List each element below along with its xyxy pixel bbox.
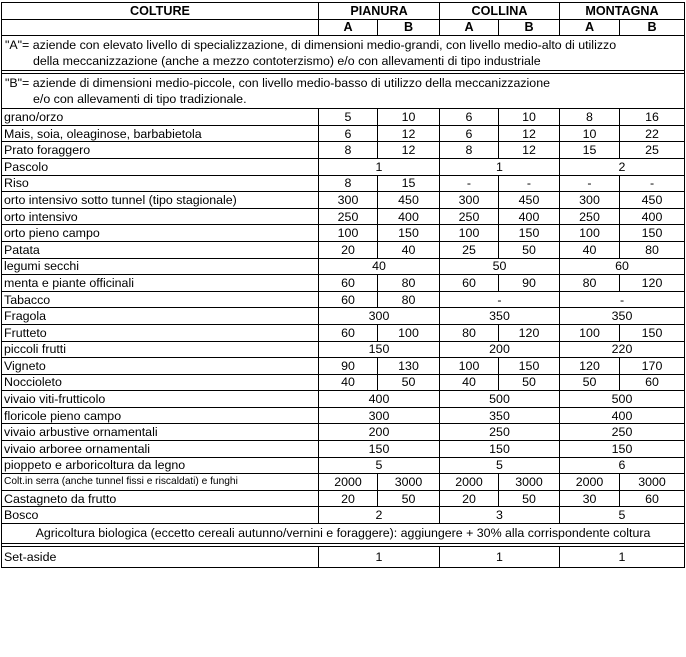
cell-value: -: [499, 175, 560, 192]
cell-value: 100: [440, 358, 499, 375]
row-name: Fragola: [2, 308, 319, 325]
cell-value: 50: [499, 374, 560, 391]
table-row: [2, 291, 685, 308]
cell-value: 25: [620, 142, 685, 159]
cell-merged: 6: [560, 457, 685, 474]
cell-value: 12: [378, 125, 440, 142]
table-row: [2, 142, 685, 159]
cell-merged: 40: [319, 258, 440, 275]
row-name: menta e piante officinali: [2, 275, 319, 292]
cell-value: 450: [499, 192, 560, 209]
cell-value: 150: [499, 225, 560, 242]
cell-merged: 300: [319, 308, 440, 325]
header-collina: COLLINA: [440, 3, 560, 20]
cell-value: 150: [499, 358, 560, 375]
cell-value: 12: [499, 125, 560, 142]
row-name: Bosco: [2, 507, 319, 524]
table-row: [2, 258, 685, 275]
cell-merged: 1: [560, 547, 685, 568]
note-a: [2, 36, 685, 71]
row-name: floricole pieno campo: [2, 407, 319, 424]
cell-value: 250: [560, 208, 620, 225]
set-aside-row: [2, 547, 685, 568]
cell-value: 6: [440, 125, 499, 142]
cell-value: 50: [499, 490, 560, 507]
row-name: orto pieno campo: [2, 225, 319, 242]
cell-merged: 1: [319, 547, 440, 568]
row-name: Vigneto: [2, 358, 319, 375]
cell-value: 400: [499, 208, 560, 225]
row-name: Riso: [2, 175, 319, 192]
cell-merged: 50: [440, 258, 560, 275]
cell-value: 300: [560, 192, 620, 209]
row-name: vivaio viti-frutticolo: [2, 391, 319, 408]
cell-value: 250: [440, 208, 499, 225]
cell-value: 12: [499, 142, 560, 159]
cell-merged: 5: [319, 457, 440, 474]
table-row: [2, 490, 685, 507]
cell-value: 20: [319, 490, 378, 507]
cell-merged: 5: [560, 507, 685, 524]
table-row: [2, 308, 685, 325]
cell-merged: 250: [440, 424, 560, 441]
cell-merged: 250: [560, 424, 685, 441]
cell-value: 40: [319, 374, 378, 391]
cell-value: 60: [319, 275, 378, 292]
cell-value: 80: [440, 324, 499, 341]
row-name: piccoli frutti: [2, 341, 319, 358]
cell-merged: 220: [560, 341, 685, 358]
row-name: Prato foraggero: [2, 142, 319, 159]
table-row: [2, 507, 685, 524]
subheader-a: A: [440, 19, 499, 36]
cell-value: 60: [319, 291, 378, 308]
cell-merged: 1: [319, 158, 440, 175]
cell-value: 90: [499, 275, 560, 292]
cell-merged: 150: [319, 441, 440, 458]
table-row: [2, 391, 685, 408]
cell-value: 8: [319, 175, 378, 192]
cell-value: -: [440, 175, 499, 192]
table-row: [2, 374, 685, 391]
cell-value: 50: [378, 374, 440, 391]
cell-merged: 1: [440, 158, 560, 175]
cell-merged: 60: [560, 258, 685, 275]
cell-merged: 1: [440, 547, 560, 568]
cell-value: 10: [560, 125, 620, 142]
cell-value: 40: [378, 241, 440, 258]
cell-value: 8: [560, 109, 620, 126]
header-colture: COLTURE: [2, 3, 319, 20]
table-row: [2, 441, 685, 458]
cell-value: 60: [319, 324, 378, 341]
cell-merged: 500: [440, 391, 560, 408]
subheader-b: B: [499, 19, 560, 36]
cell-value: 16: [620, 109, 685, 126]
cell-value: 8: [440, 142, 499, 159]
cell-value: 450: [620, 192, 685, 209]
colture-table: [1, 2, 685, 568]
note-b-line2: e/o con allevamenti di tipo tradizionale.: [33, 92, 247, 107]
cell-value: 450: [378, 192, 440, 209]
header-pianura: PIANURA: [319, 3, 440, 20]
cell-merged: 150: [319, 341, 440, 358]
subheader-row: [2, 19, 685, 36]
cell-merged: 500: [560, 391, 685, 408]
cell-value: 100: [319, 225, 378, 242]
row-name: legumi secchi: [2, 258, 319, 275]
cell-value: 90: [319, 358, 378, 375]
row-name: vivaio arbustive ornamentali: [2, 424, 319, 441]
note-a-row: [2, 36, 685, 71]
cell-merged: 150: [560, 441, 685, 458]
cell-merged: 2: [319, 507, 440, 524]
subheader-a: A: [560, 19, 620, 36]
cell-value: 25: [440, 241, 499, 258]
cell-merged: 350: [440, 308, 560, 325]
cell-value: 80: [620, 241, 685, 258]
row-name: pioppeto e arboricoltura da legno: [2, 457, 319, 474]
cell-value: 150: [620, 225, 685, 242]
table-row: [2, 158, 685, 175]
cell-merged: 350: [440, 407, 560, 424]
cell-value: 30: [560, 490, 620, 507]
cell-value: 22: [620, 125, 685, 142]
cell-merged: -: [560, 291, 685, 308]
cell-value: 100: [440, 225, 499, 242]
cell-value: 100: [378, 324, 440, 341]
cell-value: 10: [499, 109, 560, 126]
cell-value: 3000: [378, 474, 440, 491]
cell-merged: -: [440, 291, 560, 308]
footer-note: Agricoltura biologica (eccetto cereali autunno/vernini e foraggere): aggiungere + 30% alla corrispondente coltura: [2, 524, 685, 544]
table-row: [2, 109, 685, 126]
cell-value: 15: [560, 142, 620, 159]
row-name: Set-aside: [2, 547, 319, 568]
cell-merged: 2: [560, 158, 685, 175]
cell-value: 6: [319, 125, 378, 142]
cell-merged: 300: [319, 407, 440, 424]
cell-value: -: [620, 175, 685, 192]
cell-value: 2000: [440, 474, 499, 491]
cell-value: 20: [440, 490, 499, 507]
cell-value: 12: [378, 142, 440, 159]
cell-value: 15: [378, 175, 440, 192]
cell-merged: 200: [440, 341, 560, 358]
cell-value: 150: [378, 225, 440, 242]
footer-note-row: [2, 524, 685, 544]
row-name: orto intensivo sotto tunnel (tipo stagionale): [2, 192, 319, 209]
cell-value: 300: [319, 192, 378, 209]
table-row: [2, 241, 685, 258]
row-name: Colt.in serra (anche tunnel fissi e riscaldati) e funghi: [2, 474, 319, 491]
cell-value: 170: [620, 358, 685, 375]
cell-value: 10: [378, 109, 440, 126]
row-name: grano/orzo: [2, 109, 319, 126]
cell-value: 100: [560, 324, 620, 341]
row-name: Mais, soia, oleaginose, barbabietola: [2, 125, 319, 142]
table-row: [2, 324, 685, 341]
cell-value: 5: [319, 109, 378, 126]
cell-value: 80: [378, 275, 440, 292]
table-row: [2, 275, 685, 292]
note-b: [2, 74, 685, 109]
cell-value: 120: [620, 275, 685, 292]
row-name: vivaio arboree ornamentali: [2, 441, 319, 458]
row-name: orto intensivo: [2, 208, 319, 225]
table-row: [2, 225, 685, 242]
cell-value: 150: [620, 324, 685, 341]
note-b-row: [2, 74, 685, 109]
row-name: Noccioleto: [2, 374, 319, 391]
cell-value: 40: [560, 241, 620, 258]
note-b-line1: "B"= aziende di dimensioni medio-piccole, con livello medio-basso di utilizzo della meccanizzazione: [5, 76, 550, 91]
cell-value: 120: [560, 358, 620, 375]
cell-value: 20: [319, 241, 378, 258]
row-name: Castagneto da frutto: [2, 490, 319, 507]
cell-value: 80: [378, 291, 440, 308]
cell-value: 400: [620, 208, 685, 225]
subheader-b: B: [620, 19, 685, 36]
row-name: Pascolo: [2, 158, 319, 175]
cell-merged: 400: [560, 407, 685, 424]
cell-merged: 3: [440, 507, 560, 524]
cell-merged: 400: [319, 391, 440, 408]
cell-value: 80: [560, 275, 620, 292]
subheader-blank: [2, 19, 319, 36]
cell-value: 250: [319, 208, 378, 225]
row-name: Frutteto: [2, 324, 319, 341]
cell-value: 40: [440, 374, 499, 391]
cell-merged: 200: [319, 424, 440, 441]
cell-value: 60: [440, 275, 499, 292]
cell-value: 60: [620, 490, 685, 507]
subheader-b: B: [378, 19, 440, 36]
cell-value: 50: [499, 241, 560, 258]
cell-value: 50: [560, 374, 620, 391]
subheader-a: A: [319, 19, 378, 36]
row-name: Tabacco: [2, 291, 319, 308]
table-row: [2, 341, 685, 358]
table-row: [2, 358, 685, 375]
table-row: [2, 424, 685, 441]
note-a-line1: "A"= aziende con elevato livello di specializzazione, di dimensioni medio-grandi, con livello medio-alto di utilizzo: [5, 38, 617, 53]
colture-table-container: [1, 2, 684, 568]
cell-value: -: [560, 175, 620, 192]
table-row: [2, 192, 685, 209]
cell-value: 8: [319, 142, 378, 159]
table-row: [2, 125, 685, 142]
cell-value: 300: [440, 192, 499, 209]
note-a-line2: della meccanizzazione (anche a mezzo contoterzismo) e/o con allevamenti di tipo industriale: [33, 54, 541, 69]
cell-merged: 150: [440, 441, 560, 458]
cell-value: 120: [499, 324, 560, 341]
cell-value: 3000: [499, 474, 560, 491]
cell-value: 60: [620, 374, 685, 391]
header-montagna: MONTAGNA: [560, 3, 685, 20]
cell-value: 100: [560, 225, 620, 242]
cell-value: 400: [378, 208, 440, 225]
cell-value: 2000: [560, 474, 620, 491]
cell-merged: 5: [440, 457, 560, 474]
cell-value: 3000: [620, 474, 685, 491]
table-row: [2, 474, 685, 491]
row-name: Patata: [2, 241, 319, 258]
cell-value: 130: [378, 358, 440, 375]
table-row: [2, 175, 685, 192]
table-row: [2, 208, 685, 225]
cell-value: 6: [440, 109, 499, 126]
cell-value: 2000: [319, 474, 378, 491]
table-row: [2, 407, 685, 424]
table-row: [2, 457, 685, 474]
cell-merged: 350: [560, 308, 685, 325]
header-row: [2, 3, 685, 20]
cell-value: 50: [378, 490, 440, 507]
